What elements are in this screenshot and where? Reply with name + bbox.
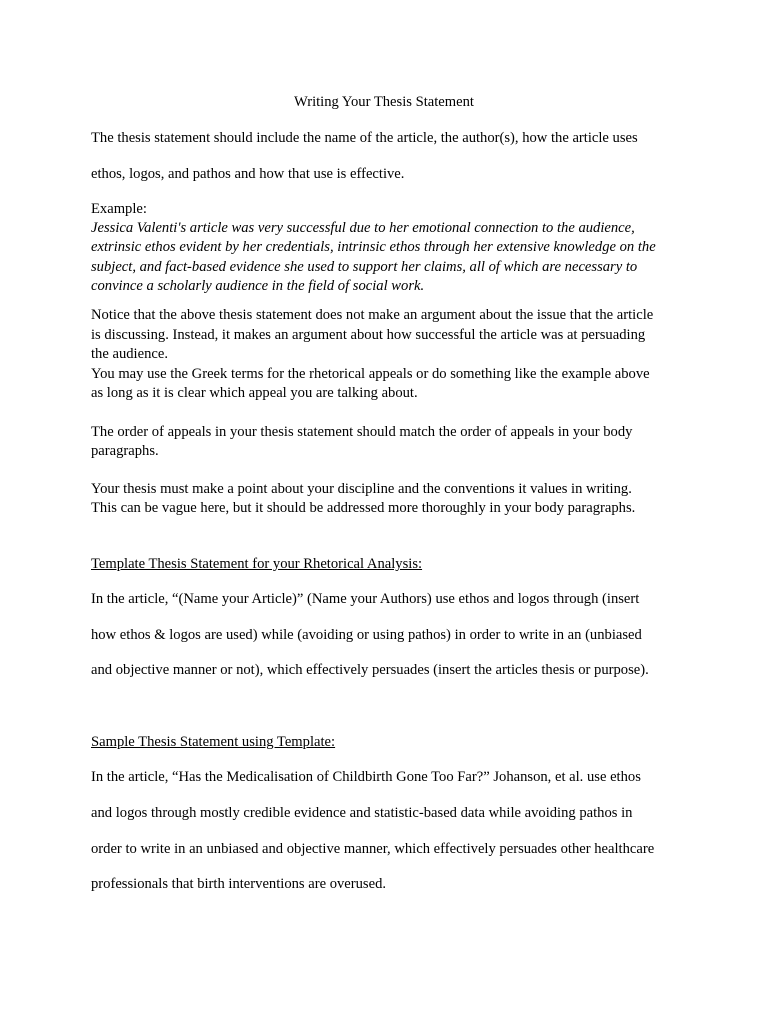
sample-heading: Sample Thesis Statement using Template: [91,734,336,750]
template-line-2: how ethos & logos are used) while (avoiding or using pathos) in order to write in an (unbiased [91,627,642,643]
order-line-2: paragraphs. [91,443,159,459]
sample-line-2: and logos through mostly credible evidence and statistic-based data while avoiding pathos in [91,805,633,821]
sample-line-4: professionals that birth interventions are overused. [91,876,387,892]
example-line-4: convince a scholarly audience in the field of social work. [91,278,425,294]
example-line-3: subject, and fact-based evidence she used to support her claims, all of which are necessary to [91,259,638,275]
example-line-2: extrinsic ethos evident by her credentials, intrinsic ethos through her extensive knowledge on the [91,239,656,255]
order-line-1: The order of appeals in your thesis statement should match the order of appeals in your body [91,424,633,440]
example-line-1: Jessica Valenti's article was very successful due to her emotional connection to the audience, [91,220,635,236]
example-label: Example: [91,201,147,217]
intro-line-2: ethos, logos, and pathos and how that use is effective. [91,166,405,182]
sample-line-1: In the article, “Has the Medicalisation of Childbirth Gone Too Far?” Johanson, et al. use ethos [91,769,641,785]
document-title: Writing Your Thesis Statement [294,94,474,110]
notice-line-1: Notice that the above thesis statement does not make an argument about the issue that the article [91,307,654,323]
discipline-line-2: This can be vague here, but it should be addressed more thoroughly in your body paragraphs. [91,500,636,516]
notice-line-5: as long as it is clear which appeal you are talking about. [91,385,418,401]
template-line-3: and objective manner or not), which effectively persuades (insert the articles thesis or purpose). [91,662,649,678]
template-heading: Template Thesis Statement for your Rhetorical Analysis: [91,556,423,572]
discipline-line-1: Your thesis must make a point about your discipline and the conventions it values in writing. [91,481,632,497]
notice-line-2: is discussing. Instead, it makes an argument about how successful the article was at persuading [91,327,646,343]
template-line-1: In the article, “(Name your Article)” (Name your Authors) use ethos and logos through (insert [91,591,640,607]
intro-line-1: The thesis statement should include the name of the article, the author(s), how the article uses [91,130,638,146]
notice-line-4: You may use the Greek terms for the rhetorical appeals or do something like the example above [91,366,650,382]
notice-line-3: the audience. [91,346,168,362]
sample-line-3: order to write in an unbiased and objective manner, which effectively persuades other healthcare [91,841,655,857]
